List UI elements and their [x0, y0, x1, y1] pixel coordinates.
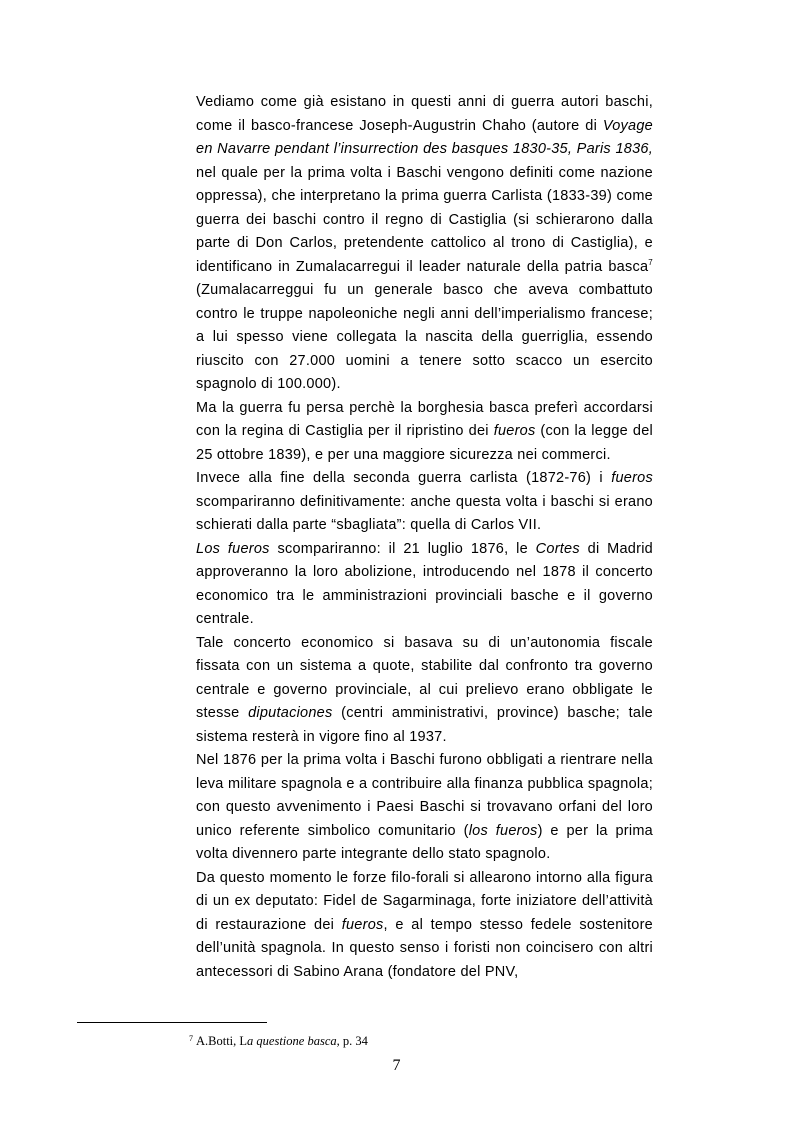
text-span: scompariranno definitivamente: anche questa volta i baschi si erano schierati dalla parte “sbagliata”: quella di Carlos VII. [196, 493, 653, 533]
footnote-text: p. 34 [339, 1034, 368, 1048]
paragraph-7 [196, 867, 653, 985]
paragraph-4 [196, 538, 653, 632]
text-span: Tale concerto economico si basava su di un’autonomia fiscale fissata con un sistema a quote, stabilite dal confronto tra governo centrale e governo provinciale, al cui prelievo erano obbligate le stesse [196, 634, 653, 721]
text-span: nel quale per la prima volta i Baschi vengono definiti come nazione oppressa), che interpretano la prima guerra Carlista (1833-39) come guerra dei baschi contro il regno di Castiglia (si schierarono dalla parte di Don Carlos, pretendente cattolico al trono di Castiglia), e identificano in Zumalacarregui il leader naturale della patria basca [196, 164, 653, 275]
footnote-reference: 7 [648, 257, 653, 267]
text-span: di Madrid approveranno la loro abolizione, introducendo nel 1878 il concerto economico tra le amministrazioni provinciali basche e il governo centrale. [196, 540, 653, 627]
footnote-text: A.Botti, L [196, 1034, 248, 1048]
text-span: Ma la guerra fu persa perchè la borghesia basca preferì accordarsi con la regina di Castiglia per il ripristino dei [196, 399, 653, 439]
text-span: Da questo momento le forze filo-forali si allearono intorno alla figura di un ex deputato: Fidel de Sagarminaga, forte iniziatore dell’attività di restaurazione dei [196, 869, 653, 933]
italic-term: Los fueros [196, 540, 270, 557]
paragraph-2 [196, 397, 653, 468]
paragraph-5 [196, 632, 653, 750]
body-text [196, 91, 653, 984]
text-span: Vediamo come già esistano in questi anni di guerra autori baschi, come il basco-francese Joseph-Augustrin Chaho (autore di [196, 94, 653, 134]
italic-term: diputaciones [248, 705, 333, 721]
text-span: ) e per la prima volta divennero parte integrante dello stato spagnolo. [196, 822, 653, 862]
text-span: (Zumalacarreggui fu un generale basco che aveva combattuto contro le truppe napoleoniche negli anni dell’imperialismo francese; a lui spesso viene collegata la nascita della guerriglia, essendo riuscito con 27.000 uomini a tenere sotto scacco un esercito spagnolo di 100.000). [196, 282, 653, 392]
italic-term: los fueros [468, 822, 538, 839]
paragraph-6 [196, 749, 653, 867]
italic-term: fueros [341, 916, 384, 933]
text-span: (con la legge del 25 ottobre 1839), e per una maggiore sicurezza nei commerci. [196, 423, 653, 463]
text-span: Invece alla fine della seconda guerra carlista (1872-76) i [196, 470, 612, 486]
footnote-title: a questione basca, [247, 1034, 340, 1048]
paragraph-1 [196, 91, 653, 397]
text-span: Nel 1876 per la prima volta i Baschi furono obbligati a rientrare nella leva militare spagnola e a contribuire alla finanza pubblica spagnola; con questo avvenimento i Paesi Baschi si trovavano orfani del loro unico referente simbolico comunitario ( [196, 752, 653, 839]
page-number: 7 [392, 1057, 401, 1074]
footnote-number: 7 [189, 1034, 193, 1043]
text-span: (centri amministrativi, province) basche; tale sistema resterà in vigore fino al 1937. [196, 705, 653, 745]
text-span: , e al tempo stesso fedele sostenitore dell’unità spagnola. In questo senso i foristi non coincisero con altri antecessori di Sabino Arana (fondatore del PNV, [196, 916, 653, 980]
footnote [189, 1031, 368, 1049]
italic-term: fueros [493, 423, 536, 439]
italic-term: Cortes [535, 540, 580, 557]
footnote-separator [77, 1022, 267, 1023]
book-title: Voyage en Navarre pendant l’insurrection des basques 1830-35, Paris 1836, [196, 117, 653, 157]
italic-term: fueros [611, 470, 653, 486]
text-span: scompariranno: il 21 luglio 1876, le [269, 540, 536, 557]
paragraph-3 [196, 467, 653, 538]
